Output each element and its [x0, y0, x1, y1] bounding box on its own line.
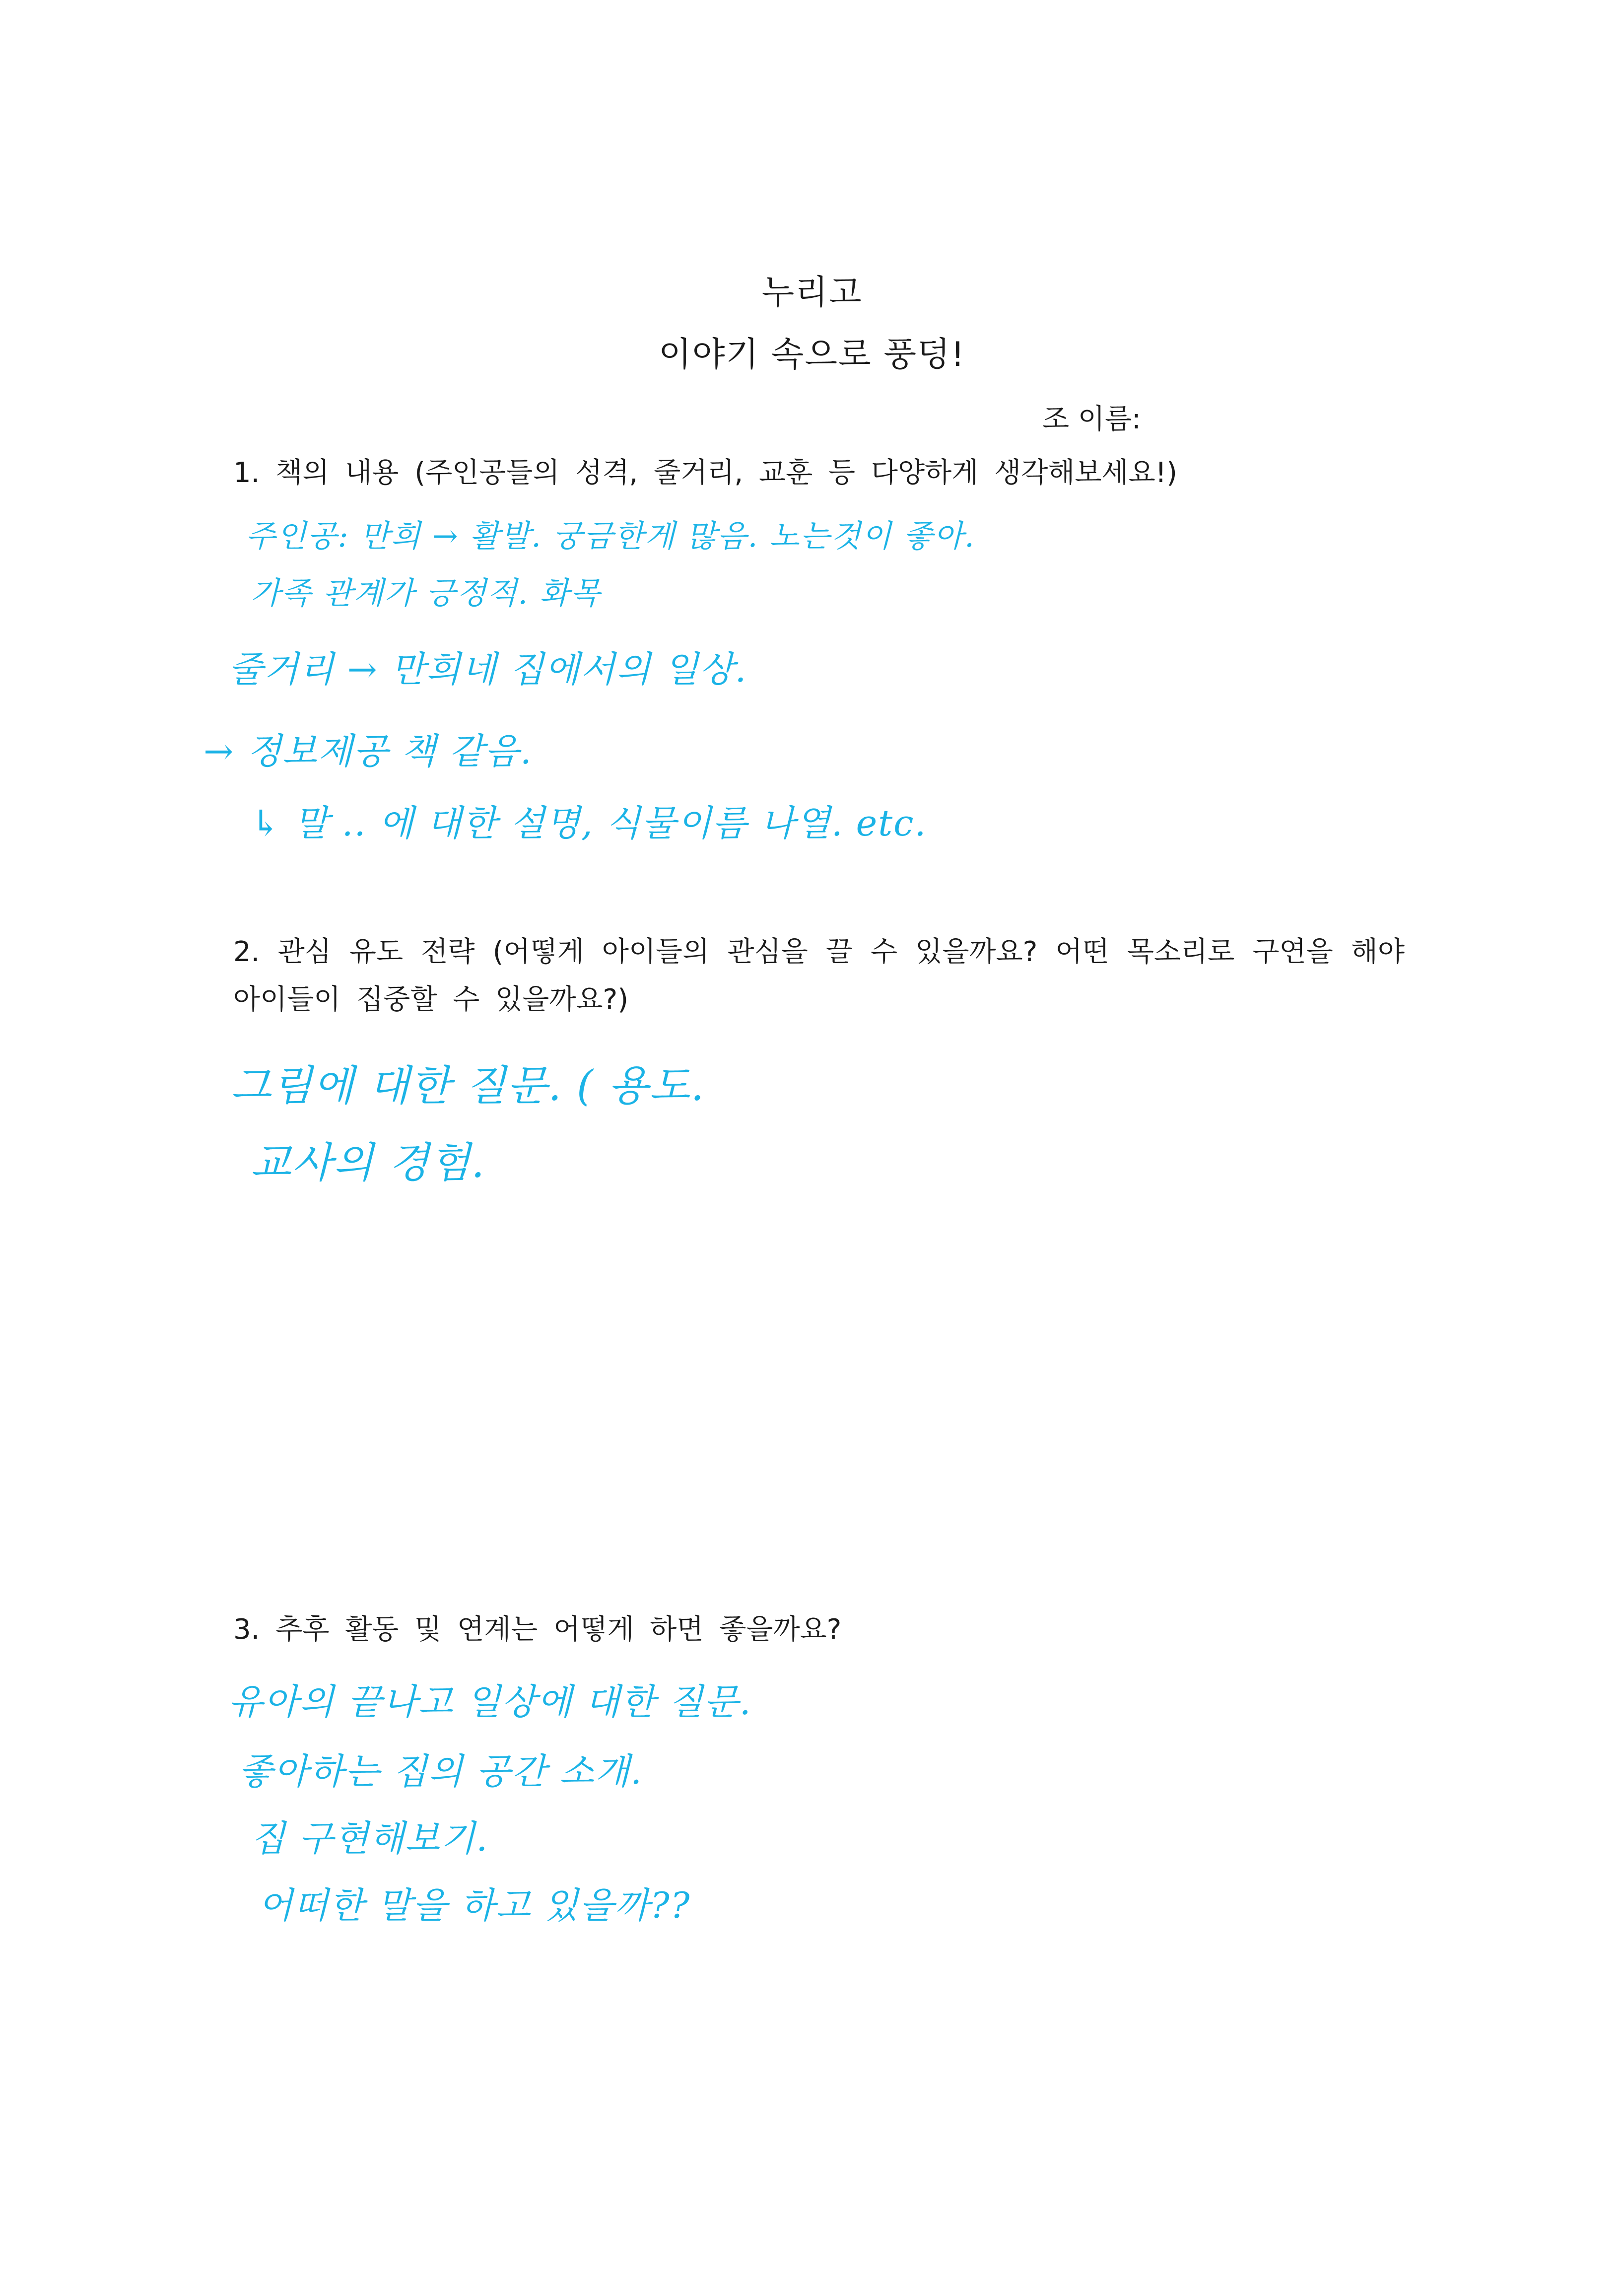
- answer-1-line-2: 가족 관계가 긍정적. 화목: [251, 575, 601, 611]
- group-name-label: 조 이름:: [1042, 403, 1141, 435]
- answer-3-line-1: 유아의 끝나고 일상에 대한 질문.: [228, 1681, 752, 1723]
- answer-3-line-3: 집 구현해보기.: [251, 1817, 489, 1859]
- worksheet-title: 누리고: [761, 273, 863, 312]
- answer-1-line-3: 줄거리 → 만희네 집에서의 일상.: [228, 648, 747, 690]
- answer-3-line-2: 좋아하는 집의 공간 소개.: [238, 1750, 643, 1792]
- answer-1-line-1: 주인공: 만희 → 활발. 궁금한게 많음. 노는것이 좋아.: [246, 518, 975, 554]
- answer-2-line-2: 교사의 경험.: [251, 1138, 486, 1187]
- question-2: 2. 관심 유도 전략 (어떻게 아이들의 관심을 끌 수 있을까요? 어떤 목소리로 구연을 해야 아이들이 집중할 수 있을까요?): [233, 936, 1405, 1016]
- answer-1-line-5: ↳ 말 .. 에 대한 설명, 식물이름 나열. etc.: [251, 802, 927, 844]
- answer-1-line-4: → 정보제공 책 같음.: [203, 730, 533, 772]
- question-1: 1. 책의 내용 (주인공들의 성격, 줄거리, 교훈 등 다양하게 생각해보세요!): [233, 457, 1177, 489]
- worksheet-subtitle: 이야기 속으로 풍덩!: [659, 335, 965, 374]
- answer-2-line-1: 그림에 대한 질문. ( 용도.: [231, 1061, 705, 1110]
- question-3: 3. 추후 활동 및 연계는 어떻게 하면 좋을까요?: [233, 1613, 842, 1646]
- answer-3-line-4: 어떠한 말을 하고 있을까??: [258, 1884, 691, 1926]
